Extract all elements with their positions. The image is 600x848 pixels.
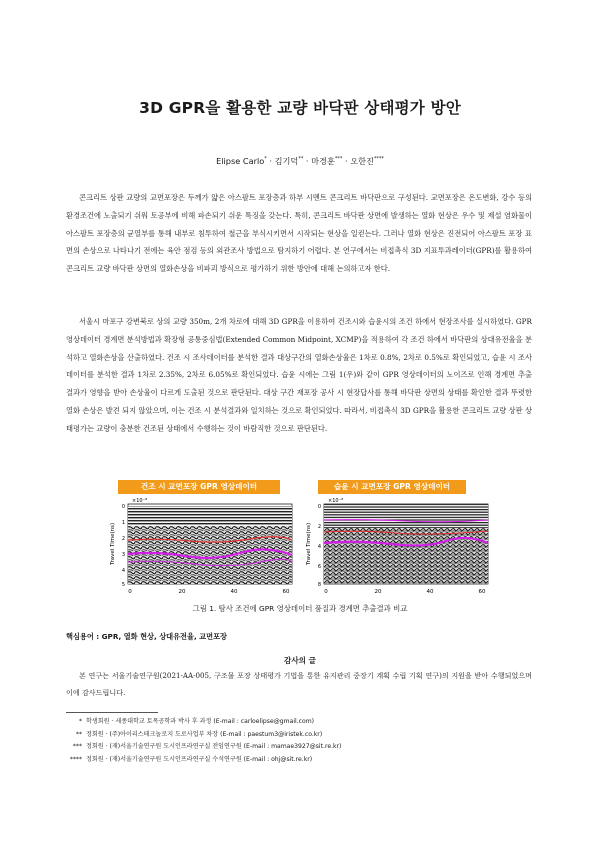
footnote-text: 정회원 · (재)서울기술연구원 도시인프라연구실 전임연구원 (E-mail : mamae3927@sit.re.kr)	[86, 743, 342, 751]
x-tick: 20	[178, 589, 186, 595]
footnotes	[66, 716, 546, 766]
abstract-text: 콘크리트 상판 교량의 교면포장은 두께가 얇은 아스팔트 포장층과 하부 시멘트 콘크리트 바닥판으로 구성된다. 교면포장은 온도변화, 강수 등의 환경조건에 노출되기 쉬워 토공부에 비해 파손되기 쉬운 특징을 갖는다. 특히, 콘크리트 바닥판 상면에 발생하는 열화 현상은 우수 및 제설 염화물이 아스팔트 포장층의 균열부를 통해 내부로 침투하여 철근을 부식시키면서 시작되는 현상을 일컫는다. 그러나 열화 현상은 진전되어 아스팔트 포장 표면의 손상으로 나타나기 전에는 육안 점검 등의 외관조사 방법으로 탐지하기 어렵다. 본 연구에서는 비접촉식 3D 지표투과레이더(GPR)를 활용하여 콘크리트 교량 바닥판 상면의 열화손상을 비파괴 방식으로 평가하기 위한 방안에 대해 논의하고자 한다.	[66, 193, 532, 274]
footnote-mark: *	[78, 718, 82, 725]
author-name: Elipse Carlo	[216, 156, 265, 166]
x-tick: 20	[374, 589, 382, 595]
x-tick: 0	[324, 589, 328, 595]
results-paragraph	[66, 313, 532, 438]
x-tick: 60	[478, 589, 486, 595]
y-tick: 6	[317, 564, 321, 570]
gpr-dry-figure	[100, 496, 300, 600]
figure-right-label: 습윤 시 교면포장 GPR 영상데이터	[318, 480, 466, 494]
author-separator: ·	[342, 156, 351, 166]
y-tick: 0	[121, 504, 125, 510]
author-mark: ***	[334, 156, 343, 162]
author-mark: **	[298, 156, 304, 162]
figure-caption: 그림 1. 탐사 조건에 GPR 영상데이터 품질과 경계면 추출결과 비교	[192, 604, 408, 613]
axis-exponent: ×10⁻⁸	[328, 498, 344, 504]
y-tick: 2	[121, 536, 125, 542]
y-tick: 5	[121, 582, 125, 588]
footnote-text: 정회원 · (주)아이리스테크놀로지 도로사업부 차장 (E-mail : paestum3@iristek.co.kr)	[86, 730, 323, 738]
x-tick: 40	[230, 589, 238, 595]
x-tick: 0	[128, 589, 132, 595]
gpr-wet-figure	[296, 496, 496, 600]
y-tick: 2	[317, 524, 321, 530]
author-separator: ·	[303, 156, 312, 166]
author-mark: *	[264, 156, 267, 162]
axis-exponent: ×10⁻⁸	[132, 498, 148, 504]
y-tick: 1	[121, 520, 125, 526]
acknowledgement-text: 본 연구는 서울기술연구원(2021-AA-005, 구조물 포장 상태평가 기법을 통한 유지관리 중장기 계획 수립 기획 연구)의 지원을 받아 수행되었으며 이에 감사드립니다.	[66, 671, 532, 697]
footnote-mark: ***	[72, 743, 82, 751]
author-line	[0, 156, 600, 167]
footnote-mark: ****	[69, 755, 82, 763]
footnote	[66, 741, 546, 754]
x-tick: 40	[426, 589, 434, 595]
author-name: 오한진	[350, 156, 374, 166]
footnote	[66, 716, 546, 729]
footnote-text: 학생회원 · 세종대학교 토목공학과 박사 후 과정 (E-mail : carloelipse@gmail.com)	[86, 718, 315, 725]
footnote	[66, 729, 546, 742]
y-axis-label: Travel Time(ns)	[110, 522, 116, 566]
y-tick: 8	[317, 582, 321, 588]
acknowledgement-title: 감사의 글	[284, 656, 316, 665]
x-tick: 60	[282, 589, 290, 595]
results-text: 서울시 마포구 강변북로 상의 교량 350m, 2개 차로에 대해 3D GPR을 이용하여 건조시와 습윤시의 조건 하에서 현장조사를 실시하였다. GPR 영상데이터 경계면 분석방법과 확장형 공통중심법(Extended Common Midpoint, XCMP)을 적용하여 각 조건 하에서 바닥판의 상대유전율을 분석하고 열화손상을 산출하였다. 건조 시 조사데이터를 분석한 결과 대상구간의 열화손상율은 1차로 0.8%, 2차로 0.5%로 확인되었고, 습윤 시 조사데이터를 분석한 결과 1차로 2.35%, 2차로 6.05%로 확인되었다. 습윤 시에는 그림 1(우)와 같이 GPR 영상데이터의 노이즈로 인해 경계면 추출 결과가 영향을 받아 손상율이 다르게 도출된 것으로 판단된다. 대상 구간 재포장 공사 시 현장답사를 통해 바닥판 상면의 상태를 확인한 결과 뚜렷한 열화 손상은 발견 되지 않았으며, 이는 건조 시 분석결과와 일치하는 것으로 확인되었다. 따라서, 비접촉식 3D GPR을 활용한 콘크리트 교량 상판 상태평가는 교량이 충분한 건조된 상태에서 수행하는 것이 바람직한 것으로 판단된다.	[66, 317, 532, 433]
y-tick: 0	[317, 504, 321, 510]
y-tick: 4	[121, 568, 125, 574]
author-separator: ·	[266, 156, 275, 166]
paper-title: 3D GPR을 활용한 교량 바닥판 상태평가 방안	[139, 99, 461, 117]
footnote-mark: **	[75, 730, 82, 738]
abstract-paragraph	[66, 189, 532, 278]
footnote-divider	[66, 712, 158, 713]
author-name: 마경훈	[311, 156, 335, 166]
footnote-text: 정회원 · (재)서울기술연구원 도시인프라연구실 수석연구원 (E-mail : ohj@sit.re.kr)	[86, 755, 313, 763]
y-tick: 3	[121, 552, 125, 558]
author-name: 김기덕	[274, 156, 299, 166]
y-axis-label: Travel Time(ns)	[306, 522, 312, 566]
author-mark: ****	[373, 156, 384, 162]
figure-left-label: 건조 시 교면포장 GPR 영상데이터	[118, 480, 280, 494]
y-tick: 4	[317, 544, 321, 550]
footnote	[66, 754, 546, 767]
keywords: 핵심용어 : GPR, 열화 현상, 상대유전율, 교면포장	[66, 632, 227, 641]
